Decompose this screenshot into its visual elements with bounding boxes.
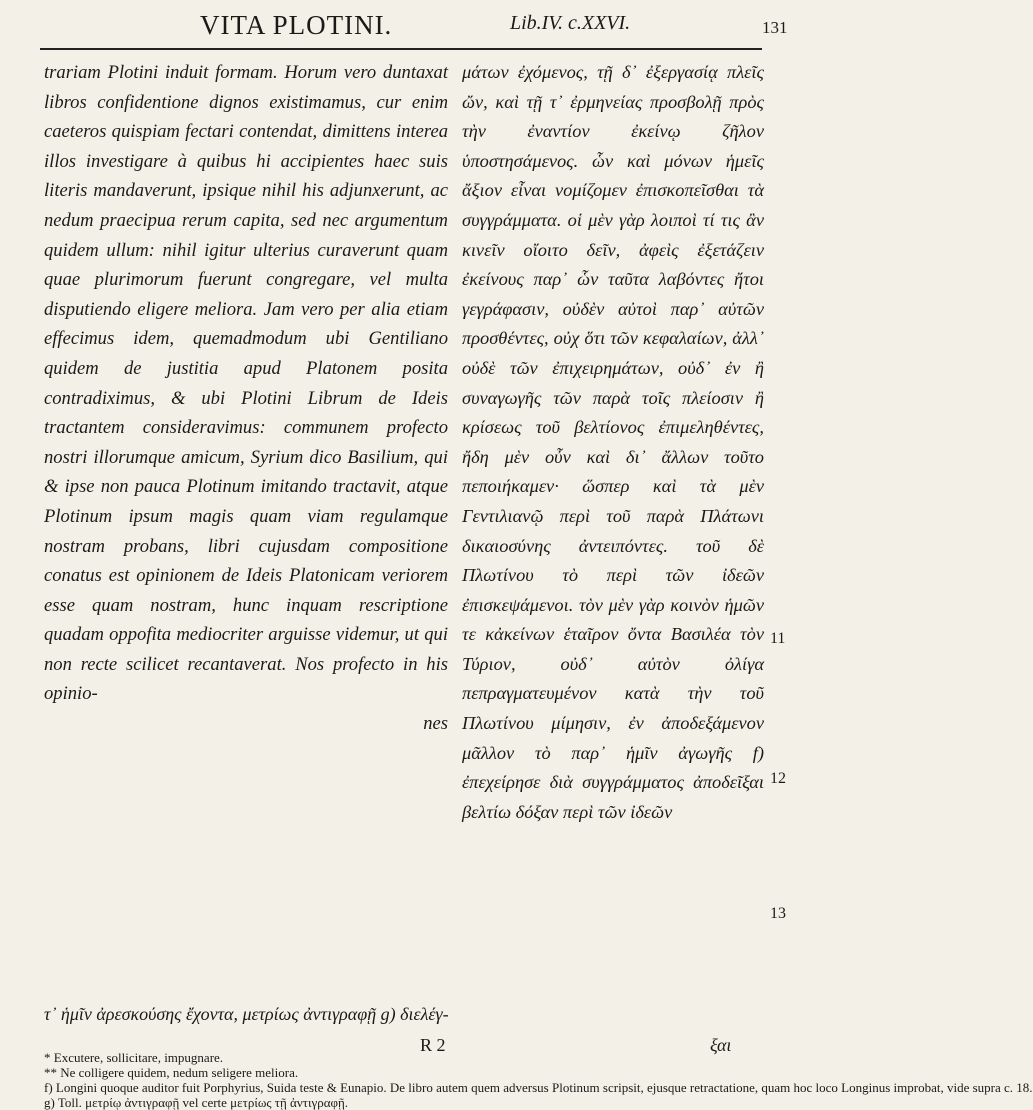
footnote: * Excutere, sollicitare, impugnare. bbox=[44, 1050, 224, 1065]
book-chapter: Lib.IV. c.XXVI. bbox=[510, 12, 631, 34]
signature-mark: R 2 bbox=[420, 1035, 446, 1055]
footnote: ** Ne colligere quidem, nedum seligere meliora. bbox=[44, 1065, 299, 1080]
latin-continuation: nes bbox=[423, 713, 448, 735]
margin-number: 11 bbox=[770, 630, 786, 647]
latin-column bbox=[44, 58, 448, 739]
footnote: g) Toll. μετρίῳ ἀντιγραφῇ vel certe μετρίως τῇ ἀντιγραφῇ. bbox=[44, 1095, 349, 1110]
greek-column bbox=[462, 58, 764, 827]
margin-number: 12 bbox=[770, 770, 786, 787]
running-title: VITA PLOTINI. bbox=[200, 10, 393, 40]
margin-number: 13 bbox=[770, 905, 786, 922]
catchword: ξαι bbox=[710, 1035, 732, 1055]
page-number: 131 bbox=[762, 18, 788, 37]
latin-text: trariam Plotini induit formam. Horum vero duntaxat libros confidentione dignos existimamus, cur enim caeteros quispiam fectari contendat, dimittens interea illos investigare à quibus hi accipientes haec suis literis mandaverunt, ipsique nihil his adjunxerunt, ac nedum praecipua rerum capita, sed nec argumentum quidem ullum: nihil igitur ulterius curaverunt quam quae plurimorum fuerunt congregare, vel multa disputiendo eligere meliora. Jam vero per alia etiam effecimus idem, quemadmodum ubi Gentiliano quidem de justitia apud Platonem posita contradiximus, & ubi Plotini Librum de Ideis tractantem consideravimus: communem profecto nostri illorumque amicum, Syrium dico Basilium, qui & ipse non pauca Plotinum imitando tractavit, atque Plotinum ipsum magis quam viam regulamque nostram probans, libri cujusdam compositione conatus est opinionem de Ideis Platonicam veriorem esse quam nostram, hunc inquam rescriptione quadam oppofita mediocriter arguisse videmur, ut qui non recte scilicet recantaverat. Nos profecto in his opinio- bbox=[44, 62, 448, 705]
page-header bbox=[0, 8, 800, 48]
footnotes bbox=[44, 1050, 1033, 1110]
bottom-greek-line: τ᾽ ἡμῖν ἀρεσκούσης ἔχοντα, μετρίως ἀντιγραφῇ g) διελέγ- bbox=[44, 1004, 449, 1024]
footnote: f) Longini quoque auditor fuit Porphyrius, Suida teste & Eunapio. De libro autem quem adversus Plotinum scripsit, ejusque retractatione, quam hoc loco Longinus improbat, vide supra c. 18. bbox=[44, 1080, 1033, 1095]
header-rule bbox=[40, 48, 762, 50]
greek-text: μάτων ἐχόμενος, τῇ δ᾽ ἐξεργασίᾳ πλεῖς ὤν, καὶ τῇ τ᾽ ἐρμηνείας προσβολῇ πρὸς τὴν ἐναντίον ἐκείνῳ ζῆλον ὑποστησάμενος. ὧν καὶ μόνων ἡμεῖς ἄξιον εἶναι νομίζομεν ἐπισκοπεῖσθαι τὰ συγγράμματα. οἱ μὲν γὰρ λοιποὶ τί τις ἂν κινεῖν οἴοιτο δεῖν, ἀφεὶς ἐξετάζειν ἐκείνους παρ᾽ ὧν ταῦτα λαβόντες ἤτοι γεγράφασιν, οὐδὲν αὐτοὶ παρ᾽ αὐτῶν προσθέντες, οὐχ ὅτι τῶν κεφαλαίων, ἀλλ᾽ οὐδὲ τῶν ἐπιχειρημάτων, οὐδ᾽ ἐν ἢ συναγωγῆς τῶν παρὰ τοῖς πλείοσιν ἢ κρίσεως τοῦ βελτίονος ἐπιμεληθέντες, ἤδη μὲν οὖν καὶ δι᾽ ἄλλων τοῦτο πεποιήκαμεν· ὥσπερ καὶ τὰ μὲν Γεντιλιανῷ περὶ τοῦ παρὰ Πλάτωνι δικαιοσύνης ἀντειπόντες. τοῦ δὲ Πλωτίνου τὸ περὶ τῶν ἰδεῶν ἐπισκεψάμενοι. τὸν μὲν γὰρ κοινὸν ἡμῶν τε κἀκείνων ἑταῖρον ὄντα Βασιλέα τὸν Τύριον, οὐδ᾽ αὐτὸν ὀλίγα πεπραγματευμένον κατὰ τὴν τοῦ Πλωτίνου μίμησιν, ἐν ἀποδεξάμενον μᾶλλον τὸ παρ᾽ ἡμῖν ἀγωγῆς f) ἐπεχείρησε διὰ συγγράμματος ἀποδεῖξαι βελτίω δόξαν περὶ τῶν ἰδεῶν bbox=[462, 62, 764, 822]
